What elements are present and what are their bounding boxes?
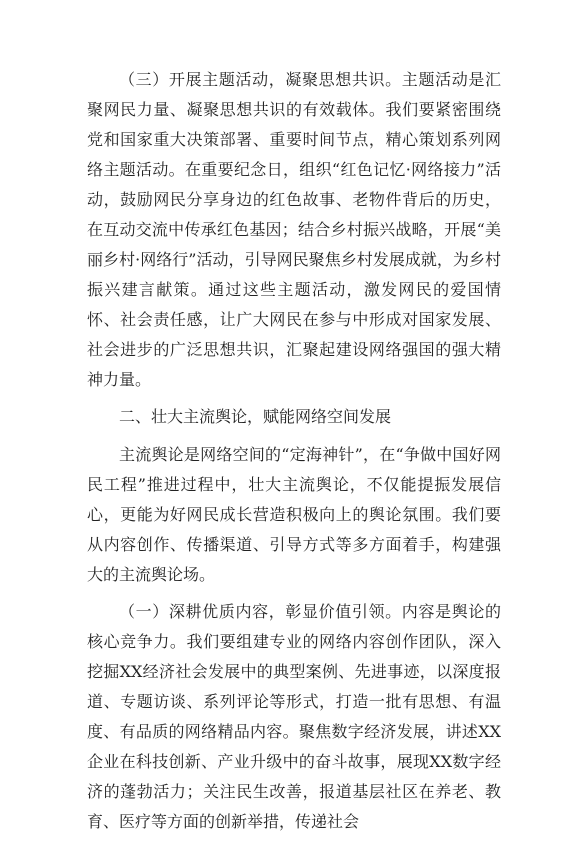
paragraph-mainstream-opinion: 主流舆论是网络空间的“定海神针”，在“争做中国好网民工程”推进过程中，壮大主流舆论，不仅能提振发展信心，更能为好网民成长营造积极向上的舆论氛围。我们要从内容创作、传播渠道、引导方式等多方面着手，构建强大的主流舆论场。	[87, 445, 501, 584]
paragraph-theme-activities: （三）开展主题活动，凝聚思想共识。主题活动是汇聚网民力量、凝聚思想共识的有效载体。我们要紧密围绕党和国家重大决策部署、重要时间节点，精心策划系列网络主题活动。在重要纪念日，组织“红色记忆·网络接力”活动，鼓励网民分享身边的红色故事、老物件背后的历史，在互动交流中传承红色基因；结合乡村振兴战略，开展“美丽乡村·网络行”活动，引导网民聚焦乡村发展成就，为乡村振兴建言献策。通过这些主题活动，激发网民的爱国情怀、社会责任感，让广大网民在参与中形成对国家发展、社会进步的广泛思想共识，汇聚起建设网络强国的强大精神力量。	[87, 70, 501, 389]
paragraph-quality-content: （一）深耕优质内容，彰显价值引领。内容是舆论的核心竞争力。我们要组建专业的网络内容创作团队，深入挖掘XX经济社会发展中的典型案例、先进事迹，以深度报道、专题访谈、系列评论等形式，打造一批有思想、有温度、有品质的网络精品内容。聚焦数字经济发展，讲述XX企业在科技创新、产业升级中的奋斗故事，展现XX数字经济的蓬勃活力；关注民生改善，报道基层社区在养老、教育、医疗等方面的创新举措，传递社会	[87, 602, 501, 831]
section-heading: 二、壮大主流舆论，赋能网络空间发展	[119, 407, 392, 426]
document-body	[87, 65, 501, 844]
